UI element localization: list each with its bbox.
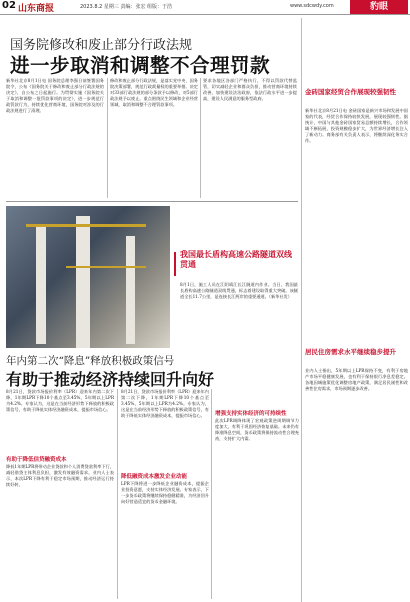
right-column-rule — [301, 18, 302, 602]
caption-accent-bar — [174, 252, 176, 276]
masthead — [0, 0, 410, 15]
lpr-subhead-2: 降低融资成本激发企业动能 — [121, 474, 188, 480]
lead-column-1: 新华社北京8月1日电 国务院总理李强日前签署国务院令，公布《国务院关于修改和废止部分行政法规的决定》，自公布之日起施行。为贯彻实施《国务院关于取消和调整一批罚款事项的决定》，进一步规范行政罚款行为，持续优化营商环境，国务院对涉及的行政法规进行了清理。 — [6, 78, 104, 114]
lead-column-3: 要求各地区各部门严格执行，不得以罚款代替监管，切实减轻企业和群众负担，推动营商环境持续改善，加快建设法治政府，依法行政水平进一步提高，建设人民满意的服务型政府。 — [203, 78, 297, 102]
right-article-body: 新华社北京8月21日电 金砖国家是新兴市场和发展中国家的代表，经贸合作保持较快发展，展现较强韧性。据统计，中国与其他金砖国家贸易总额持续增长，合作领域不断拓展，投资规模稳步扩大，为世界经济增长注入了新动力。商务部有关负责人表示，将继续深化务实合作。 — [305, 108, 408, 144]
lead-headline: 进一步取消和调整不合理罚款 — [10, 54, 271, 77]
tunnel-photo — [6, 206, 170, 348]
lpr-column-4: 业内人士指出，5年期以上LPR保持不变，有利于房地产市场平稳健康发展，也有利于保持银行净息差稳定。各地因城施策优化调整房地产政策，满足居民刚性和改善性住房需求，市场预期逐步改善。 — [305, 368, 408, 392]
lead-kicker: 国务院修改和废止部分行政法规 — [10, 38, 193, 53]
website-url[interactable]: www.sdcwdy.com — [290, 3, 334, 9]
lpr-headline: 有助于推动经济持续回升向好 — [6, 370, 215, 389]
column-divider — [117, 389, 118, 599]
section-divider — [6, 201, 298, 202]
date-line: 2023.8.2 星期三 责编：张宏 组版：于浩 — [80, 4, 173, 10]
lpr-subhead-1: 有助于降低信贷融资成本 — [6, 457, 67, 463]
section-logo: 豹眼 — [350, 0, 408, 14]
lpr-kicker: 年内第二次“降息”释放积极政策信号 — [6, 355, 175, 367]
paper-name: 山东商报 — [18, 4, 55, 14]
right-section-title: 金砖国家经贸合作展现较强韧性 — [305, 88, 396, 96]
lpr-subhead-3: 增强支持实体经济的可持续性 — [215, 411, 287, 417]
page-number: 02 — [2, 0, 16, 11]
lpr-column-3: 此次LPR调降体现了宏观政策逆周期调节力度加大，有利于巩固经济恢复基础。未来仍有降准降息空间，货币政策将保持流动性合理充裕，支持扩大内需。 — [215, 418, 299, 442]
lpr-intro: 8月21日，贷款市场报价利率（LPR）迎来年内第二次下降，1年期LPR下降10个基点至3.45%，5年期以上LPR为4.2%。专家认为，这是在当前经济形势下释放的积极政策信号，有助于降低实体经济融资成本，提振市场信心。 — [6, 389, 114, 413]
lpr-column-1: 降低1年期LPR将带动企业贷款和个人消费贷款利率下行，减轻借贷主体利息负担，激发有效融资需求。业内人士表示，本次LPR下降有利于稳定市场预期，推动经济运行持续好转。 — [6, 464, 114, 488]
column-divider — [200, 78, 201, 198]
photo-caption-title: 我国最长盾构高速公路隧道双线贯通 — [180, 250, 292, 269]
lpr-column-2-top: 8月21日，贷款市场报价利率（LPR）迎来年内第二次下降，1年期LPR下降10个基点至3.45%，5年期以上LPR为4.2%。专家认为，这是在当前经济形势下释放的积极政策信号，有助于降低实体经济融资成本，提振市场信心。 — [121, 389, 209, 419]
lpr-subhead-4: 居民住房需求水平继续稳步提升 — [305, 348, 396, 356]
column-divider — [211, 389, 212, 599]
column-divider — [107, 78, 108, 198]
photo-caption-body: 8月1日，施工人员在江阴靖江长江隧道内作业。当日，我国最长盾构高速公路隧道双线贯通，标志着建设取得重大突破。该隧道全长11.7公里，是连接长江两岸的重要通道。（新华社发） — [180, 282, 298, 300]
lpr-column-2: LPR下降将进一步降低企业融资成本，提振企业投资意愿，支持实体经济发展。专家表示，下一步货币政策将继续保持稳健精准，为经济回升向好营造适宜的货币金融环境。 — [121, 481, 209, 505]
lead-column-2: 修改和废止部分行政法规，是落实党中央、国务院决策部署，规范行政裁量权的重要举措。决定对33部行政法规的部分条款予以修改，对5部行政法规予以废止。重点围绕民生领域和企业经营领域，取消和调整不合理罚款事项。 — [110, 78, 198, 108]
